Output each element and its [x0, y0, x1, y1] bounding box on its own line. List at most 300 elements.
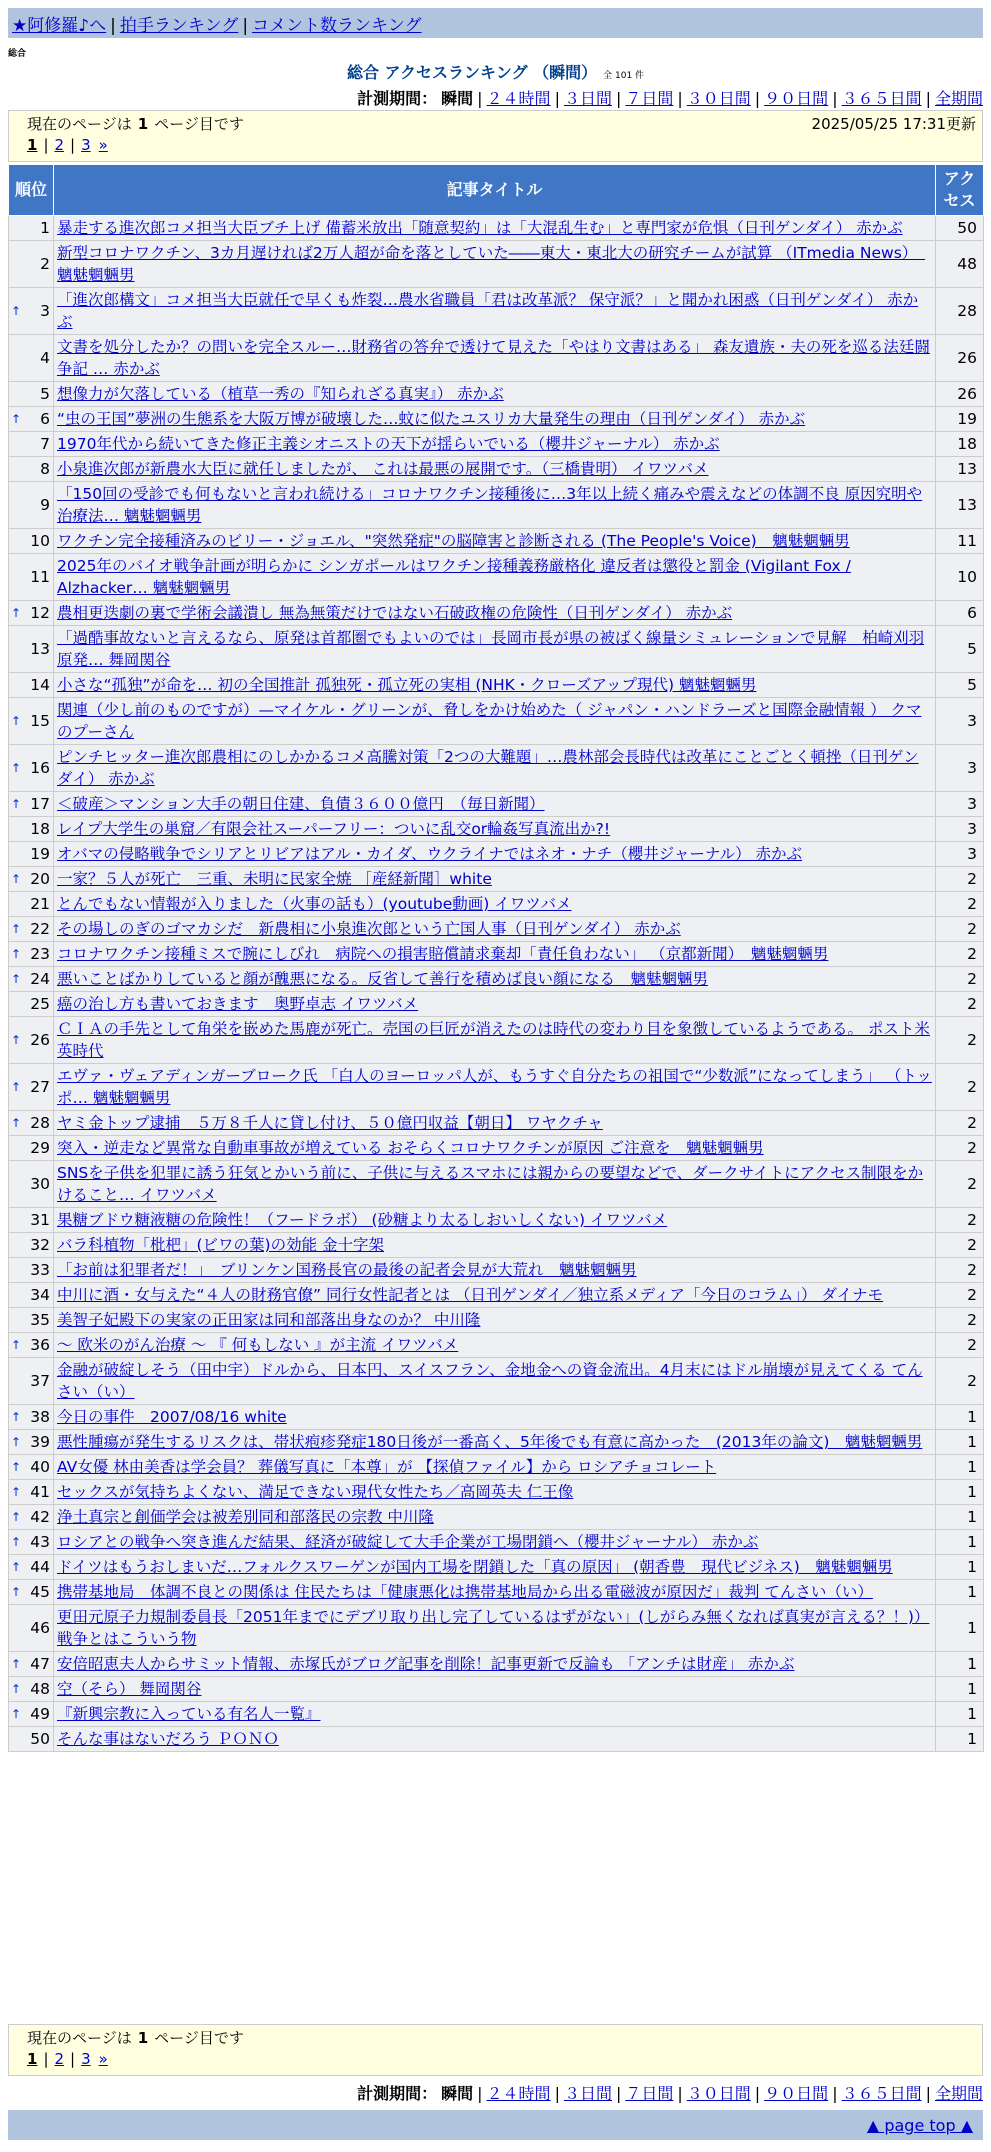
access-count: 5 — [936, 626, 984, 673]
title-cell — [54, 407, 936, 432]
access-count: 2 — [936, 1258, 984, 1283]
table-row — [9, 1605, 984, 1652]
rank-cell — [9, 482, 54, 529]
access-count: 1 — [936, 1505, 984, 1530]
table-row — [9, 942, 984, 967]
rank-number: 10 — [30, 532, 50, 550]
title-cell — [54, 1405, 936, 1430]
up-arrow-icon: ↑ — [11, 1460, 22, 1474]
table-row — [9, 241, 984, 288]
article-link[interactable]: 空（そら） 舞岡関谷 — [57, 1680, 202, 1698]
period-separator: | — [677, 2084, 683, 2103]
category-label: 総合 — [8, 49, 27, 59]
table-row — [9, 817, 984, 842]
page-current: 1 — [27, 2050, 38, 2068]
up-arrow-icon: ↑ — [11, 1510, 22, 1524]
rank-cell — [9, 1505, 54, 1530]
article-link[interactable]: 突入・逆走など異常な自動車事故が増えている おそらくコロナワクチンが原因 ご注意を 魑魅魍魎男 — [57, 1139, 764, 1157]
rank-number: 45 — [30, 1583, 50, 1601]
access-count: 2 — [936, 1161, 984, 1208]
up-arrow-icon: ↑ — [11, 1585, 22, 1599]
table-row — [9, 216, 984, 241]
title-cell — [54, 1358, 936, 1405]
article-link[interactable]: 中川に酒・女与えた“４人の財務官僚” 同行女性記者とは （日刊ゲンダイ／独立系メディア「今日のコラム」） ダイナモ — [57, 1286, 884, 1304]
rank-cell — [9, 1580, 54, 1605]
access-count: 1 — [936, 1605, 984, 1652]
rank-cell — [9, 1358, 54, 1405]
article-link[interactable]: AV女優 林由美香は学会員？ 葬儀写真に「本尊」が 【探偵ファイル】から ロシアチョコレート — [57, 1458, 717, 1476]
current-page-pre: 現在のページは — [27, 115, 132, 133]
title-cell — [54, 529, 936, 554]
article-link[interactable]: 金融が破綻しそう（田中宇）ドルから、日本円、スイスフラン、金地金への資金流出。4月末にはドル崩壊が見えてくる てんさい（い） — [57, 1361, 923, 1401]
table-row — [9, 1111, 984, 1136]
nav-separator: | — [110, 16, 116, 36]
article-link[interactable]: オバマの侵略戦争でシリアとリビアはアル・カイダ、ウクライナではネオ・ナチ（櫻井ジャーナル） 赤かぶ — [57, 845, 803, 863]
access-count: 2 — [936, 1064, 984, 1111]
access-count: 2 — [936, 942, 984, 967]
article-link[interactable]: そんな事はないだろう ＰＯＮＯ — [57, 1730, 279, 1748]
rank-cell — [9, 1652, 54, 1677]
title-cell — [54, 335, 936, 382]
access-count: 2 — [936, 892, 984, 917]
article-link[interactable]: ドイツはもうおしまいだ…フォルクスワーゲンが国内工場を閉鎖した「真の原因」 (朝香豊 現代ビジネス) 魑魅魍魎男 — [57, 1558, 893, 1576]
table-row — [9, 482, 984, 529]
article-link[interactable]: 癌の治し方も書いておきます 奥野卓志 イワツバメ — [57, 995, 419, 1013]
rank-number: 33 — [30, 1261, 50, 1279]
table-row — [9, 432, 984, 457]
article-link[interactable]: 「過酷事故ないと言えるなら、原発は首都圏でもよいのでは」長岡市長が県の被ばく線量シミュレーションで見解 柏崎刈羽原発… 舞岡関谷 — [57, 629, 925, 669]
rank-number: 3 — [40, 302, 50, 320]
page-separator: | — [43, 136, 49, 154]
table-row — [9, 1136, 984, 1161]
up-arrow-icon: ↑ — [11, 1116, 22, 1130]
table-row — [9, 1727, 984, 1752]
page-link[interactable]: 3 — [81, 136, 91, 154]
period-separator: | — [925, 2084, 931, 2103]
ranking-title-text: 総合 アクセスランキング （瞬間） — [346, 63, 598, 82]
rank-number: 12 — [30, 604, 50, 622]
rank-number: 27 — [30, 1078, 50, 1096]
table-row — [9, 554, 984, 601]
period-link[interactable]: ２４時間 — [486, 2084, 551, 2103]
period-separator: | — [925, 89, 931, 108]
period-link[interactable]: ９０日間 — [764, 2084, 829, 2103]
rank-number: 39 — [30, 1433, 50, 1451]
access-count: 6 — [936, 601, 984, 626]
page-top-link[interactable]: ▲ page top ▲ — [866, 2116, 973, 2135]
rank-number: 48 — [30, 1680, 50, 1698]
article-link[interactable]: 美智子妃殿下の実家の正田家は同和部落出身なのか？ 中川隆 — [57, 1311, 481, 1329]
rank-cell — [9, 1233, 54, 1258]
title-cell — [54, 817, 936, 842]
period-link[interactable]: ３０日間 — [686, 2084, 751, 2103]
rank-number: 21 — [30, 895, 50, 913]
table-row — [9, 1358, 984, 1405]
page-separator: | — [70, 2050, 76, 2068]
rank-number: 5 — [40, 385, 50, 403]
page-current: 1 — [27, 136, 38, 154]
period-link[interactable]: ９０日間 — [764, 89, 829, 108]
title-cell — [54, 382, 936, 407]
table-row — [9, 457, 984, 482]
period-selector-bottom — [357, 2081, 983, 2104]
title-cell — [54, 967, 936, 992]
rank-cell — [9, 892, 54, 917]
rank-number: 1 — [40, 219, 50, 237]
table-row — [9, 1580, 984, 1605]
title-cell — [54, 1505, 936, 1530]
access-count: 1 — [936, 1555, 984, 1580]
title-cell — [54, 942, 936, 967]
title-cell — [54, 1580, 936, 1605]
rank-cell — [9, 626, 54, 673]
access-count: 3 — [936, 842, 984, 867]
table-row — [9, 288, 984, 335]
up-arrow-icon: ↑ — [11, 1410, 22, 1424]
rank-number: 14 — [30, 676, 50, 694]
rank-number: 29 — [30, 1139, 50, 1157]
rank-number: 23 — [30, 945, 50, 963]
rank-number: 41 — [30, 1483, 50, 1501]
article-link[interactable]: ピンチヒッター進次郎農相にのしかかるコメ高騰対策「2つの大難題」…農林部会長時代は改革にことごとく頓挫（日刊ゲンダイ） 赤かぶ — [57, 748, 919, 788]
article-link[interactable]: ＣＩＡの手先として角栄を嵌めた馬鹿が死亡。売国の巨匠が消えたのは時代の変わり目を象徴しているようである。 ポスト米英時代 — [57, 1020, 930, 1060]
access-count: 2 — [936, 1308, 984, 1333]
rank-cell — [9, 817, 54, 842]
article-link[interactable]: 『新興宗教に入っている有名人一覧』 — [57, 1705, 321, 1723]
article-link[interactable]: 「進次郎構文」コメ担当大臣就任で早くも炸裂…農水省職員「君は改革派？ 保守派？」と聞かれ困惑（日刊ゲンダイ） 赤かぶ — [57, 291, 919, 331]
rank-cell — [9, 992, 54, 1017]
current-page-post: ページ目です — [154, 115, 244, 133]
table-row — [9, 529, 984, 554]
article-link[interactable]: ＜破産＞マンション大手の朝日住建、負債３６００億円 （毎日新聞） — [57, 795, 545, 813]
article-link[interactable]: 関連（少し前のものですが）—マイケル・グリーンが、脅しをかけ始めた（ ジャパン・ハンドラーズと国際金融情報 ） クマのプーさん — [57, 701, 922, 741]
rank-cell — [9, 554, 54, 601]
access-count: 2 — [936, 867, 984, 892]
article-link[interactable]: ワクチン完全接種済みのビリー・ジョエル、"突然発症"の脳障害と診断される (The People's Voice) 魑魅魍魎男 — [57, 532, 850, 550]
page-link[interactable]: 3 — [81, 2050, 91, 2068]
article-link[interactable]: 「お前は犯罪者だ！」 ブリンケン国務長官の最後の記者会見が大荒れ 魑魅魍魎男 — [57, 1261, 637, 1279]
up-arrow-icon: ↑ — [11, 1535, 22, 1549]
table-row — [9, 673, 984, 698]
rank-cell — [9, 1064, 54, 1111]
title-cell — [54, 892, 936, 917]
access-count: 1 — [936, 1405, 984, 1430]
period-separator: | — [554, 89, 560, 108]
pagination-bottom — [8, 2024, 983, 2076]
table-row — [9, 1308, 984, 1333]
article-link[interactable]: 安倍昭恵夫人からサミット情報、赤塚氏がブログ記事を削除！記事更新で反論も 「アンチは財産」 赤かぶ — [57, 1655, 795, 1673]
rank-cell — [9, 1555, 54, 1580]
title-cell — [54, 1283, 936, 1308]
period-label: 計測期間： — [357, 2084, 438, 2103]
header-title: 記事タイトル — [54, 165, 936, 216]
ranking-title — [0, 60, 991, 83]
access-count: 13 — [936, 457, 984, 482]
up-arrow-icon: ↑ — [11, 1657, 22, 1671]
rank-cell — [9, 457, 54, 482]
up-arrow-icon: ↑ — [11, 1707, 22, 1721]
rank-cell — [9, 1455, 54, 1480]
table-row — [9, 335, 984, 382]
access-count: 28 — [936, 288, 984, 335]
title-cell — [54, 1208, 936, 1233]
up-arrow-icon: ↑ — [11, 972, 22, 986]
access-count: 2 — [936, 1017, 984, 1064]
access-count: 10 — [936, 554, 984, 601]
article-link[interactable]: SNSを子供を犯罪に誘う狂気とかいう前に、子供に与えるスマホには親からの要望などで、ダークサイトにアクセス制限をかけること… イワツバメ — [57, 1164, 924, 1204]
article-link[interactable]: セックスが気持ちよくない、満足できない現代女性たち／高岡英夫 仁王像 — [57, 1483, 574, 1501]
article-link[interactable]: 2025年のバイオ戦争計画が明らかに シンガポールはワクチン接種義務厳格化 違反者は懲役と罰金 (Vigilant Fox / Alzhacker… 魑魅魍魎男 — [57, 557, 851, 597]
title-cell — [54, 673, 936, 698]
article-link[interactable]: その場しのぎのゴマカシだ 新農相に小泉進次郎という亡国人事（日刊ゲンダイ） 赤かぶ — [57, 920, 681, 938]
title-cell — [54, 1017, 936, 1064]
bottom-bar — [8, 2110, 983, 2140]
title-cell — [54, 1161, 936, 1208]
access-count: 19 — [936, 407, 984, 432]
title-cell — [54, 792, 936, 817]
title-cell — [54, 1480, 936, 1505]
title-cell — [54, 1308, 936, 1333]
article-link[interactable]: 更田元原子力規制委員長「2051年までにデブリ取り出し完了しているはずがない」(しがらみ無くなれば真実が言える？！)） 戦争とはこういう物 — [57, 1608, 930, 1648]
rank-number: 37 — [30, 1372, 50, 1390]
rank-number: 44 — [30, 1558, 50, 1576]
rank-cell — [9, 529, 54, 554]
rank-cell — [9, 1480, 54, 1505]
article-link[interactable]: とんでもない情報が入りました（火事の話も）(youtube動画) イワツバメ — [57, 895, 572, 913]
period-link[interactable]: ７日間 — [625, 89, 674, 108]
rank-cell — [9, 917, 54, 942]
article-link[interactable]: 小さな“孤独”が命を… 初の全国推計 孤独死・孤立死の実相 (NHK・クローズアップ現代) 魑魅魍魎男 — [57, 676, 757, 694]
table-row — [9, 407, 984, 432]
article-link[interactable]: 「150回の受診でも何もないと言われ続ける」コロナワクチン接種後に…3年以上続く痛みや震えなどの体調不良 原因究明や治療法… 魑魅魍魎男 — [57, 485, 923, 525]
article-link[interactable]: 文書を処分したか？の問いを完全スルー…財務省の答弁で透けて見えた「やはり文書はある」 森友遺族・夫の死を巡る法廷闘争記 … 赤かぶ — [57, 338, 930, 378]
period-separator: | — [554, 2084, 560, 2103]
period-link[interactable]: ３日間 — [563, 89, 612, 108]
article-link[interactable]: 1970年代から続いてきた修正主義シオニストの天下が揺らいでいる（櫻井ジャーナル） 赤かぶ — [57, 435, 720, 453]
rank-number: 34 — [30, 1286, 50, 1304]
article-link[interactable]: コロナワクチン接種ミスで腕にしびれ 病院への損害賠償請求棄却「責任負わない」 （京都新聞） 魑魅魍魎男 — [57, 945, 829, 963]
period-separator: | — [615, 89, 622, 108]
table-row — [9, 1161, 984, 1208]
rank-number: 47 — [30, 1655, 50, 1673]
period-link[interactable]: ２４時間 — [486, 89, 551, 108]
period-separator: | — [832, 89, 838, 108]
rank-number: 17 — [30, 795, 50, 813]
rank-cell — [9, 1258, 54, 1283]
up-arrow-icon: ↑ — [11, 1560, 22, 1574]
table-row — [9, 1064, 984, 1111]
up-arrow-icon: ↑ — [11, 872, 22, 886]
current-page-number: 1 — [137, 115, 149, 133]
page-link[interactable]: 2 — [54, 136, 65, 154]
rank-number: 8 — [40, 460, 50, 478]
title-cell — [54, 917, 936, 942]
page-separator: | — [70, 136, 76, 154]
title-cell — [54, 241, 936, 288]
article-link[interactable]: ヤミ金トップ逮捕 ５万８千人に貸し付け、５０億円収益【朝日】 ワヤクチャ — [57, 1114, 603, 1132]
rank-number: 25 — [30, 995, 50, 1013]
article-link[interactable]: 農相更迭劇の裏で学術会議潰し 無為無策だけではない石破政権の危険性（日刊ゲンダイ） 赤かぶ — [57, 604, 733, 622]
rank-number: 13 — [30, 640, 50, 658]
rank-cell — [9, 1017, 54, 1064]
access-count: 2 — [936, 1111, 984, 1136]
period-selector-top — [357, 86, 983, 109]
article-link[interactable]: 果糖ブドウ糖液糖の危険性！（フードラボ） (砂糖より太るしおいしくない) イワツバメ — [57, 1211, 668, 1229]
page-links — [27, 136, 108, 154]
table-row — [9, 1530, 984, 1555]
page-link[interactable]: 2 — [54, 2050, 65, 2068]
access-count: 26 — [936, 335, 984, 382]
rank-cell — [9, 745, 54, 792]
up-arrow-icon: ↑ — [11, 922, 22, 936]
rank-number: 9 — [40, 496, 50, 514]
rank-number: 46 — [30, 1619, 50, 1637]
title-cell — [54, 867, 936, 892]
rank-cell — [9, 1283, 54, 1308]
rank-number: 49 — [30, 1705, 50, 1723]
period-link[interactable]: ３６５日間 — [841, 2084, 922, 2103]
rank-cell — [9, 1405, 54, 1430]
rank-number: 4 — [40, 349, 50, 367]
article-link[interactable]: 悪いことばかりしていると顔が醜悪になる。反省して善行を積めば良い顔になる 魑魅魍魎男 — [57, 970, 709, 988]
article-link[interactable]: 今日の事件 2007/08/16 white — [57, 1408, 287, 1426]
rank-cell — [9, 241, 54, 288]
rank-number: 35 — [30, 1311, 50, 1329]
period-link[interactable]: 全期間 — [934, 89, 983, 108]
article-link[interactable]: ロシアとの戦争へ突き進んだ結果、経済が破綻して大手企業が工場閉鎖へ（櫻井ジャーナル） 赤かぶ — [57, 1533, 759, 1551]
rank-cell — [9, 1702, 54, 1727]
rank-number: 22 — [30, 920, 50, 938]
article-link[interactable]: バラ科植物「枇杷」(ビワの葉)の効能 金十字架 — [57, 1236, 385, 1254]
up-arrow-icon: ↑ — [11, 1485, 22, 1499]
access-count: 1 — [936, 1580, 984, 1605]
period-link[interactable]: ３６５日間 — [841, 89, 922, 108]
rank-cell — [9, 942, 54, 967]
current-page-pre: 現在のページは — [27, 2029, 132, 2047]
period-separator: | — [677, 89, 683, 108]
period-current: 瞬間 — [441, 89, 474, 108]
access-count: 2 — [936, 917, 984, 942]
rank-number: 31 — [30, 1211, 50, 1229]
table-row — [9, 1652, 984, 1677]
article-link[interactable]: 悪性腫瘍が発生するリスクは、帯状疱疹発症180日後が一番高く、5年後でも有意に高かった (2013年の論文) 魑魅魍魎男 — [57, 1433, 923, 1451]
rank-cell — [9, 698, 54, 745]
article-link[interactable]: 想像力が欠落している（植草一秀の『知られざる真実』） 赤かぶ — [57, 385, 504, 403]
next-page-link[interactable]: » — [98, 2050, 108, 2068]
period-separator: | — [477, 2084, 483, 2103]
table-row — [9, 1017, 984, 1064]
table-row — [9, 792, 984, 817]
access-count: 3 — [936, 745, 984, 792]
table-row — [9, 1702, 984, 1727]
table-row — [9, 745, 984, 792]
clap-ranking-link[interactable]: 拍手ランキング — [119, 16, 239, 36]
access-count: 1 — [936, 1530, 984, 1555]
rank-cell — [9, 842, 54, 867]
current-page-text — [27, 113, 244, 134]
title-cell — [54, 1233, 936, 1258]
rank-cell — [9, 1111, 54, 1136]
period-link[interactable]: ３日間 — [563, 2084, 612, 2103]
table-row — [9, 1455, 984, 1480]
title-cell — [54, 1530, 936, 1555]
period-link[interactable]: 全期間 — [934, 2084, 983, 2103]
page-links — [27, 2050, 108, 2068]
rank-cell — [9, 1605, 54, 1652]
title-cell — [54, 1555, 936, 1580]
article-link[interactable]: エヴァ・ヴェアディンガーブローク氏 「白人のヨーロッパ人が、もうすぐ自分たちの祖国で“少数派”になってしまう」 （トッポ… 魑魅魍魎男 — [57, 1067, 932, 1107]
up-arrow-icon: ↑ — [11, 1682, 22, 1696]
rank-cell — [9, 601, 54, 626]
article-link[interactable]: 新型コロナワクチン、3カ月遅ければ2万人超が命を落としていた――東大・東北大の研究チームが試算 （ITmedia News） 魑魅魍魎男 — [57, 244, 926, 284]
up-arrow-icon: ↑ — [11, 304, 22, 318]
rank-cell — [9, 792, 54, 817]
rank-cell — [9, 867, 54, 892]
rank-cell — [9, 407, 54, 432]
home-link[interactable]: ★阿修羅♪へ — [12, 16, 107, 36]
up-arrow-icon: ↑ — [11, 412, 22, 426]
article-link[interactable]: ～ 欧米のがん治療 ～ 『 何もしない 』が主流 イワツバメ — [57, 1336, 459, 1354]
period-separator: | — [754, 89, 761, 108]
next-page-link[interactable]: » — [98, 136, 108, 154]
rank-number: 38 — [30, 1408, 50, 1426]
rank-cell — [9, 1208, 54, 1233]
rank-cell — [9, 432, 54, 457]
table-row — [9, 1677, 984, 1702]
title-cell — [54, 601, 936, 626]
article-link[interactable]: “虫の王国”夢洲の生態系を大阪万博が破壊した…蚊に似たユスリカ大量発生の理由（日刊ゲンダイ） 赤かぶ — [57, 410, 806, 428]
current-page-number: 1 — [137, 2029, 149, 2047]
title-cell — [54, 1136, 936, 1161]
table-row — [9, 1333, 984, 1358]
article-link[interactable]: レイプ大学生の巣窟／有限会社スーパーフリー：ついに乱交or輪姦写真流出か?! — [57, 820, 611, 838]
access-count: 2 — [936, 1333, 984, 1358]
rank-cell — [9, 1136, 54, 1161]
article-link[interactable]: 暴走する進次郎コメ担当大臣ブチ上げ 備蓄米放出「随意契約」は「大混乱生む」と専門家が危惧（日刊ゲンダイ） 赤かぶ — [57, 219, 903, 237]
period-link[interactable]: ３０日間 — [686, 89, 751, 108]
access-count: 1 — [936, 1702, 984, 1727]
rank-number: 11 — [30, 568, 50, 586]
title-cell — [54, 698, 936, 745]
rank-number: 43 — [30, 1533, 50, 1551]
current-page-post: ページ目です — [154, 2029, 244, 2047]
rank-cell — [9, 967, 54, 992]
table-row — [9, 967, 984, 992]
rank-cell — [9, 288, 54, 335]
article-link[interactable]: 浄土真宗と創価学会は被差別同和部落民の宗教 中川隆 — [57, 1508, 434, 1526]
period-link[interactable]: ７日間 — [625, 2084, 674, 2103]
table-row — [9, 917, 984, 942]
rank-number: 50 — [30, 1730, 50, 1748]
title-cell — [54, 1677, 936, 1702]
rank-cell — [9, 673, 54, 698]
title-cell — [54, 1702, 936, 1727]
article-link[interactable]: 一家？５人が死亡 三重、未明に民家全焼 ［産経新聞］white — [57, 870, 492, 888]
table-row — [9, 1480, 984, 1505]
article-link[interactable]: 携帯基地局 体調不良との関係は 住民たちは「健康悪化は携帯基地局から出る電磁波が原因だ」裁判 てんさい（い） — [57, 1583, 873, 1601]
page-separator: | — [43, 2050, 49, 2068]
access-count: 2 — [936, 967, 984, 992]
rank-cell — [9, 382, 54, 407]
access-count: 1 — [936, 1430, 984, 1455]
article-link[interactable]: 小泉進次郎が新農水大臣に就任しましたが、 これは最悪の展開です。（三橋貴明） イワツバメ — [57, 460, 709, 478]
table-row — [9, 382, 984, 407]
comment-ranking-link[interactable]: コメント数ランキング — [252, 16, 422, 36]
rank-cell — [9, 1530, 54, 1555]
up-arrow-icon: ↑ — [11, 606, 22, 620]
access-count: 11 — [936, 529, 984, 554]
table-header-row — [9, 165, 984, 216]
